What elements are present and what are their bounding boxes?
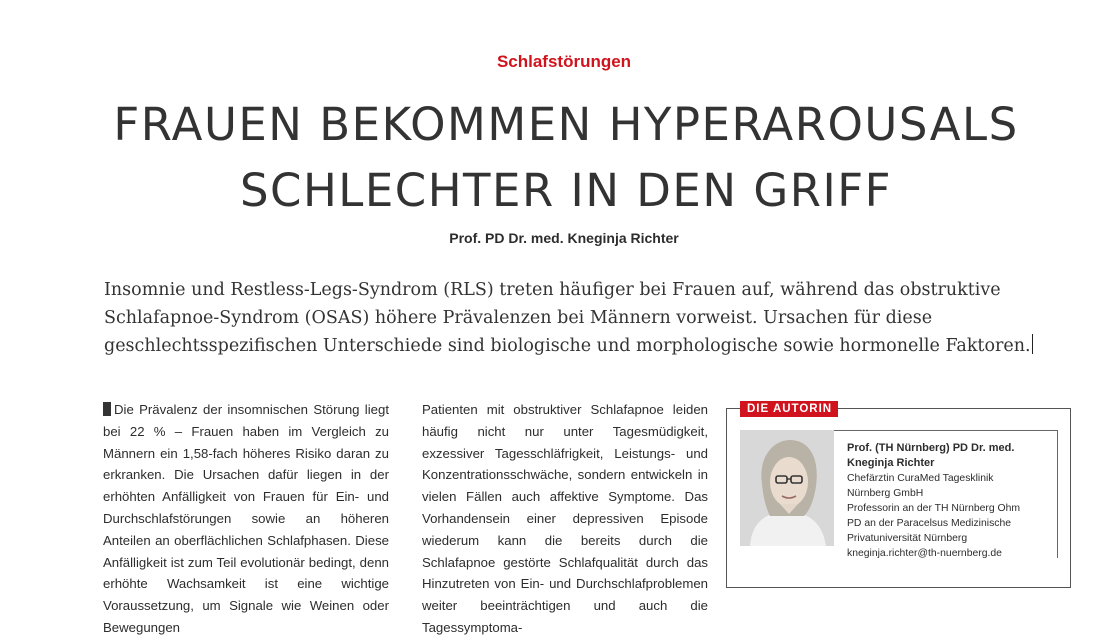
body-column-2: Patienten mit obstruktiver Schlafapnoe leiden häufig nicht nur unter Tagesmüdigkeit, exzessiver Tagesschläfrigkeit, Leistungs- und Konzentrationsschwäche, sondern entwickeln in vielen Fällen auch affektive Symptome. Das Vorhandensein einer depressiven Episode wiederum kann die bereits durch die Schlafapnoe gestörte Schlafqualität durch das Hinzutreten von Ein- und Durchschlafproblemen weiter beeinträchtigen und auch die Tagessymptoma- <box>422 402 708 635</box>
initial-mark-icon <box>103 402 111 416</box>
author-box-name: Prof. (TH Nürnberg) PD Dr. med. Kneginja Richter <box>847 442 1015 469</box>
author-box-label: DIE AUTORIN <box>740 401 838 417</box>
bio-line: Professorin an der TH Nürnberg Ohm <box>847 503 1021 514</box>
kicker: Schlafstörungen <box>496 52 632 71</box>
lead-text: Insomnie und Restless-Legs-Syndrom (RLS) treten häufiger bei Frauen auf, während das obstruktive Schlafapnoe-Syndrom (OSAS) höhere Prävalenzen bei Männern vorweist. Ursachen für diese geschlechtsspezifischen Unterschiede sind biologische und morphologische sowie hormonelle Faktoren. <box>104 280 1031 356</box>
headline-line-1: FRAUEN BEKOMMEN HYPERAROUSALS <box>113 98 1019 151</box>
text-cursor <box>1032 334 1033 354</box>
headline <box>0 92 1117 224</box>
author-bio <box>847 441 1053 561</box>
bio-line: Nürnberg GmbH <box>847 488 924 499</box>
byline: Prof. PD Dr. med. Kneginja Richter <box>449 230 679 246</box>
body-column-1-text: Die Prävalenz der insomnischen Störung liegt bei 22 % – Frauen haben im Vergleich zu Männern ein 1,58-fach höheres Risiko daran zu erkranken. Die Ursachen dafür liegen in der erhöhten Anfälligkeit von Frauen für Ein- und Durchschlafstörungen sowie an höheren Anteilen an oberflächlichen Schlafphasen. Diese Anfälligkeit ist zum Teil evolutionär bedingt, denn erhöhte Wachsamkeit ist eine wichtige Voraussetzung, um Signale wie Weinen oder Bewegungen <box>103 402 389 635</box>
author-email[interactable]: kneginja.richter@th-nuernberg.de <box>847 548 1002 559</box>
body-column-1 <box>103 399 389 639</box>
lead-paragraph[interactable] <box>104 276 1064 360</box>
author-photo <box>740 430 834 546</box>
headline-line-2: SCHLECHTER IN DEN GRIFF <box>239 164 893 217</box>
bio-line: Privatuniversität Nürnberg <box>847 533 968 544</box>
bio-rule-right <box>1057 430 1058 558</box>
bio-line: PD an der Paracelsus Medizinische <box>847 518 1012 529</box>
portrait-icon <box>740 430 834 546</box>
bio-line: Chefärztin CuraMed Tagesklinik <box>847 473 994 484</box>
